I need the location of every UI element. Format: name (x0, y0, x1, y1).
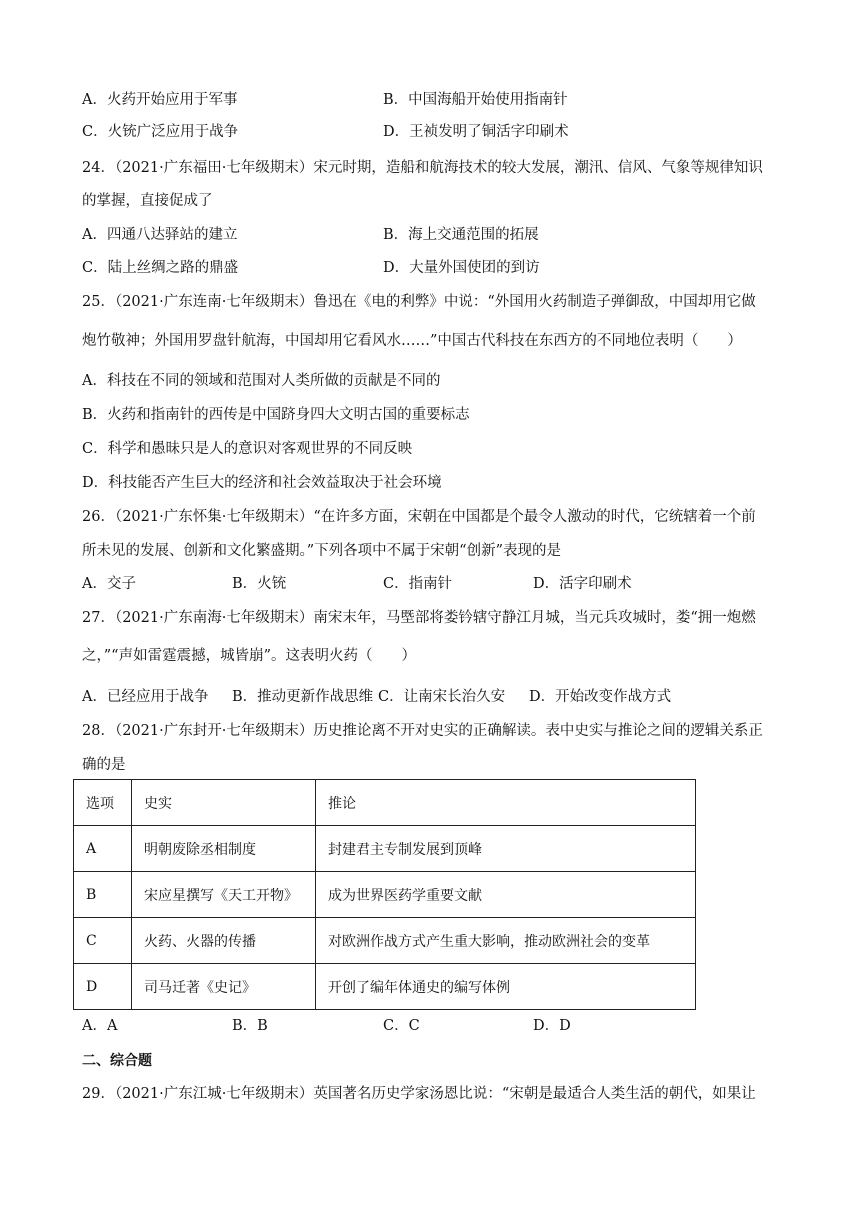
q28-table (73, 779, 696, 1010)
q29-stem-line1: 29．（2021·广东江城·七年级期末）英国著名历史学家汤恩比说：“宋朝是最适合人类生活的朝代，如果让 (82, 1086, 756, 1102)
q24-option-d: D．大量外国使团的到访 (383, 260, 540, 276)
section-title: 二、综合题 (82, 1053, 152, 1069)
table-cell: D (74, 964, 132, 1010)
q25-stem-line2: 炮竹敬神；外国用罗盘针航海，中国却用它看风水……”中国古代科技在东西方的不同地位表明（ ） (82, 333, 742, 349)
q23-option-c: C．火铳广泛应用于战争 (82, 124, 239, 140)
q24-option-c: C．陆上丝绸之路的鼎盛 (82, 260, 239, 276)
table-cell: 火药、火器的传播 (132, 918, 316, 964)
table-header-row (74, 780, 696, 826)
table-cell: B (74, 872, 132, 918)
q24-option-a: A．四通八达驿站的建立 (82, 227, 238, 243)
q27-option-d: D．开始改变作战方式 (529, 689, 672, 705)
q26-option-d: D．活字印刷术 (533, 576, 632, 592)
q27-option-b: B．推动更新作战思维 (232, 689, 374, 705)
q26-option-a: A．交子 (82, 576, 136, 592)
table-cell: 封建君主专制发展到顶峰 (316, 826, 696, 872)
table-row (74, 826, 696, 872)
q24-stem-line2: 的掌握，直接促成了 (82, 193, 213, 209)
table-cell: 对欧洲作战方式产生重大影响，推动欧洲社会的变革 (316, 918, 696, 964)
table-cell: 宋应星撰写《天工开物》 (132, 872, 316, 918)
q28-stem-line2: 确的是 (82, 757, 126, 773)
q28-stem-line1: 28．（2021·广东封开·七年级期末）历史推论离不开对史实的正确解读。表中史实与推论之间的逻辑关系正 (82, 723, 763, 739)
q25-option-c: C．科学和愚昧只是人的意识对客观世界的不同反映 (82, 441, 413, 457)
table-row (74, 918, 696, 964)
q27-option-a: A．已经应用于战争 (82, 689, 209, 705)
q23-option-b: B．中国海船开始使用指南针 (383, 92, 568, 108)
q26-option-b: B．火铳 (232, 576, 287, 592)
q26-stem-line2: 所未见的发展、创新和文化繁盛期。”下列各项中不属于宋朝“创新”表现的是 (82, 543, 561, 559)
table-cell: 成为世界医药学重要文献 (316, 872, 696, 918)
table-cell: 司马迁著《史记》 (132, 964, 316, 1010)
table-row (74, 964, 696, 1010)
q25-stem-line1: 25．（2021·广东连南·七年级期末）鲁迅在《电的利弊》中说：“外国用火药制造子弹御敌，中国却用它做 (82, 294, 756, 310)
q27-option-c: C．让南宋长治久安 (378, 689, 506, 705)
q28-option-a: A．A (82, 1018, 118, 1034)
table-cell: 明朝废除丞相制度 (132, 826, 316, 872)
table-cell: A (74, 826, 132, 872)
q26-stem-line1: 26．（2021·广东怀集·七年级期末）“在许多方面，宋朝在中国都是个最令人激动的时代，它统辖着一个前 (82, 509, 756, 525)
q27-stem-line1: 27．（2021·广东南海·七年级期末）南宋末年，马塈部将娄钤辖守静江月城，当元兵攻城时，娄“拥一炮燃 (82, 610, 756, 626)
q28-option-b: B．B (232, 1018, 268, 1034)
table-header-cell: 推论 (316, 780, 696, 826)
q28-option-d: D．D (533, 1018, 571, 1034)
q26-option-c: C．指南针 (383, 576, 453, 592)
table-cell: 开创了编年体通史的编写体例 (316, 964, 696, 1010)
q27-stem-line2: 之，”“声如雷霆震撼，城皆崩”。这表明火药（ ） (82, 648, 416, 664)
table-row (74, 872, 696, 918)
table-header-cell: 史实 (132, 780, 316, 826)
q25-option-b: B．火药和指南针的西传是中国跻身四大文明古国的重要标志 (82, 407, 470, 423)
q24-option-b: B．海上交通范围的拓展 (383, 227, 539, 243)
q23-option-d: D．王祯发明了铜活字印刷术 (383, 124, 569, 140)
q24-stem-line1: 24．（2021·广东福田·七年级期末）宋元时期，造船和航海技术的较大发展，潮汛、信风、气象等规律知识 (82, 160, 763, 176)
table-header-cell: 选项 (74, 780, 132, 826)
q25-option-d: D．科技能否产生巨大的经济和社会效益取决于社会环境 (82, 475, 442, 491)
table-cell: C (74, 918, 132, 964)
q23-option-a: A．火药开始应用于军事 (82, 92, 238, 108)
q25-option-a: A．科技在不同的领域和范围对人类所做的贡献是不同的 (82, 373, 441, 389)
q28-option-c: C．C (383, 1018, 420, 1034)
